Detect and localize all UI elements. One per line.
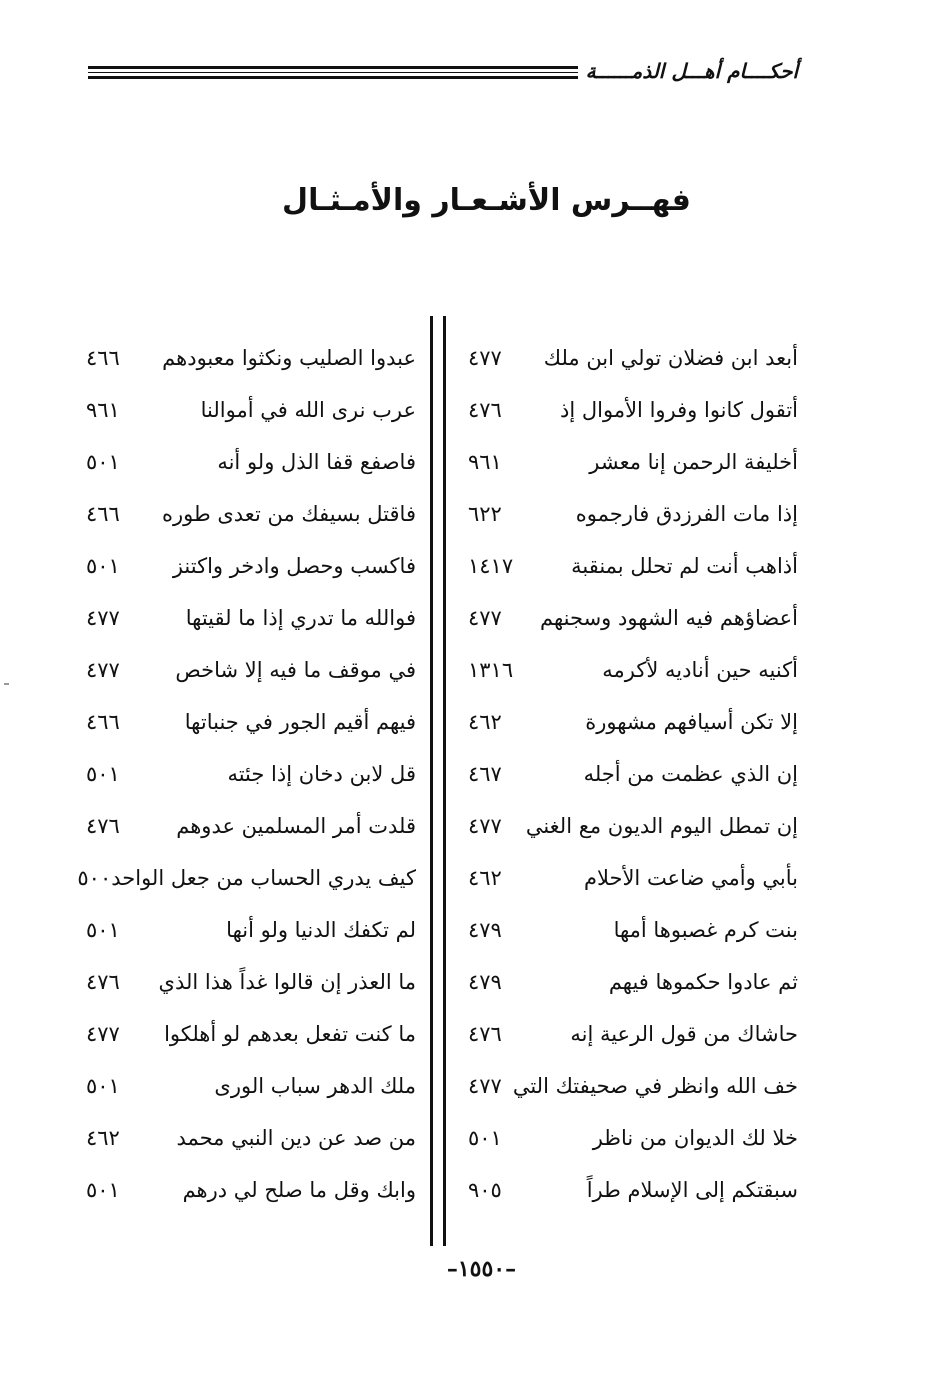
page-reference: ٩٦١ [86,398,120,422]
page-reference: ٤٧٧ [468,346,502,370]
header-rule [88,66,578,80]
page-reference: ٤٧٧ [468,1074,502,1098]
index-entry [86,800,416,852]
index-entry [468,956,798,1008]
page-reference: ٥٠١ [86,1178,120,1202]
verse-incipit: قل لابن دخان إذا جئته [227,762,416,786]
index-column-right [468,332,798,1216]
page-reference: ٥٠١ [468,1126,502,1150]
index-entry [86,1008,416,1060]
verse-incipit: إذا مات الفرزدق فارجموه [575,502,798,526]
page-reference: ٤٧٦ [86,970,120,994]
page-number: –١٥٥٠– [446,1256,517,1282]
verse-incipit: بأبي وأمي ضاعت الأحلام [583,866,798,890]
page-reference: ٤٦٢ [86,1126,120,1150]
verse-incipit: كيف يدري الحساب من جعل الواحد [111,866,416,890]
index-entry [468,800,798,852]
verse-incipit: وابك وقل ما صلح لي درهم [182,1178,416,1202]
page-reference: ٥٠١ [86,554,120,578]
page-reference: ٤٦٢ [468,710,502,734]
verse-incipit: فاقتل بسيفك من تعدى طوره [161,502,416,526]
index-entry [86,488,416,540]
index-entry [468,332,798,384]
index-entry [468,748,798,800]
page-reference: ٥٠٠ [77,866,112,890]
verse-incipit: أتقول كانوا وفروا الأموال إذ [560,398,798,422]
page-reference: ٤٦٦ [86,710,120,734]
verse-incipit: أخليفة الرحمن إنا معشر [589,450,798,474]
verse-incipit: ملك الدهر سباب الورى [214,1074,416,1098]
verse-incipit: لم تكفك الدنيا ولو أنها [226,918,416,942]
verse-incipit: أبعد ابن فضلان تولي ابن ملك [543,346,798,370]
index-entry [468,1164,798,1216]
index-entry [468,852,798,904]
verse-incipit: قلدت أمر المسلمين عدوهم [176,814,416,838]
running-header [88,56,798,86]
page-reference: ٥٠١ [86,1074,120,1098]
page-reference: ١٣١٦ [468,658,514,682]
scan-edge-mark [4,683,9,685]
index-entry [86,644,416,696]
index-entry [468,488,798,540]
verse-incipit: فيهم أقيم الجور في جنباتها [184,710,416,734]
verse-incipit: ما العذر إن قالوا غداً هذا الذي [158,970,416,994]
verse-incipit: سبقتكم إلى الإسلام طراً [586,1178,798,1202]
index-entry [468,644,798,696]
page-reference: ٤٦٦ [86,502,120,526]
index-entry [86,592,416,644]
page-reference: ٤٧٧ [468,606,502,630]
page-reference: ٤٦٧ [468,762,502,786]
index-column-left [77,332,416,1216]
index-entry [468,436,798,488]
index-entry [468,696,798,748]
index-entry [468,540,798,592]
page-reference: ٥٠١ [86,762,120,786]
page-reference: ٤٧٧ [468,814,502,838]
index-entry [86,436,416,488]
index-entry [468,1112,798,1164]
verse-incipit: عبدوا الصليب ونكثوا معبودهم [162,346,416,370]
verse-incipit: أعضاؤهم فيه الشهود وسجنهم [540,606,798,630]
index-entry [468,1060,798,1112]
page-reference: ٦٢٢ [468,502,502,526]
index-entry [86,1112,416,1164]
verse-incipit: فاصفع قفا الذل ولو أنه [217,450,416,474]
verse-incipit: حاشاك من قول الرعية إنه [570,1022,798,1046]
verse-incipit: خلا لك الديوان من ناظر [592,1126,798,1150]
verse-incipit: بنت كرم غصبوها أمها [613,918,798,942]
index-entry [468,1008,798,1060]
page-reference: ٥٠١ [86,450,120,474]
verse-incipit: إلا تكن أسيافهم مشهورة [585,710,798,734]
verse-incipit: ثم عادوا حكموها فيهم [608,970,798,994]
page-reference: ٤٧٧ [86,1022,120,1046]
index-entry [86,904,416,956]
index-entry [468,904,798,956]
column-divider [430,316,446,1246]
verse-incipit: أكنيه حين أناديه لأكرمه [602,658,798,682]
index-entry [86,540,416,592]
page-reference: ٩٠٥ [468,1178,502,1202]
index-entry [86,748,416,800]
verse-incipit: إن الذي عظمت من أجله [583,762,798,786]
page-reference: ٤٦٦ [86,346,120,370]
index-entry [86,332,416,384]
verse-incipit: فوالله ما تدري إذا ما لقيتها [185,606,416,630]
index-entry [86,1060,416,1112]
page-reference: ٤٧٧ [86,606,120,630]
verse-incipit: في موقف ما فيه إلا شاخص [175,658,416,682]
index-entry [468,384,798,436]
page-reference: ١٤١٧ [468,554,514,578]
page-reference: ٤٧٦ [468,1022,502,1046]
index-entry [86,1164,416,1216]
verse-incipit: ما كنت تفعل بعدهم لو أهلكوا [164,1022,416,1046]
page-reference: ٤٧٦ [86,814,120,838]
index-entry [468,592,798,644]
verse-incipit: إن تمطل اليوم الديون مع الغني [525,814,798,838]
page-reference: ٩٦١ [468,450,502,474]
index-entry [77,852,416,904]
verse-incipit: عرب نرى الله في أموالنا [200,398,416,422]
index-entry [86,696,416,748]
page-reference: ٥٠١ [86,918,120,942]
page-title: فهــرس الأشـعـار والأمـثـال [282,183,691,218]
page-reference: ٤٦٢ [468,866,502,890]
page-reference: ٤٧٦ [468,398,502,422]
page-reference: ٤٧٧ [86,658,120,682]
page-reference: ٤٧٩ [468,970,502,994]
running-title: أحكــــام أهـــل الذمــــــة [585,59,798,83]
verse-incipit: خف الله وانظر في صحيفتك التي [512,1074,798,1098]
index-entry [86,384,416,436]
verse-incipit: فاكسب وحصل وادخر واكتنز [172,554,416,578]
verse-incipit: من صد عن دين النبي محمد [176,1126,416,1150]
page-reference: ٤٧٩ [468,918,502,942]
index-entry [86,956,416,1008]
verse-incipit: أذاهب أنت لم تحلل بمنقبة [571,554,798,578]
